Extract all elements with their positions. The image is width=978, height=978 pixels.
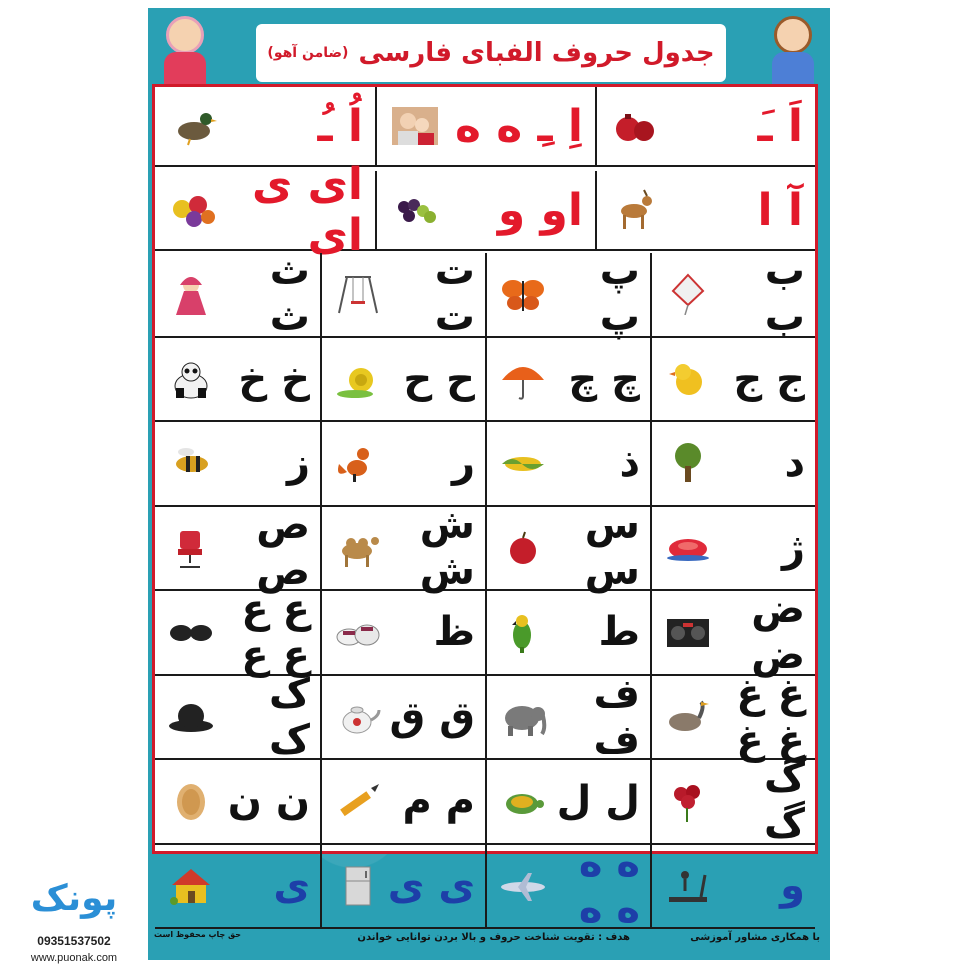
kite-icon: [662, 272, 714, 316]
copyright-text: حق چاپ محفوظ است: [154, 930, 242, 939]
tree-icon: [662, 441, 714, 485]
page-subtitle: (ضامن آهو): [267, 45, 349, 61]
letter-row: [155, 501, 815, 594]
letter-cell: [650, 755, 815, 848]
letter-forms: ض ض: [751, 586, 805, 679]
logo-phone: 09351537502: [37, 934, 111, 948]
teapot-icon: [332, 695, 384, 739]
duck-icon: [167, 104, 219, 148]
butterfly-icon: [497, 272, 549, 316]
letter-cell: [650, 507, 815, 592]
letter-forms: خ خ: [238, 355, 310, 402]
letter-forms: ذ: [619, 440, 640, 487]
hat-icon: [165, 695, 217, 739]
letter-cell: [320, 676, 485, 761]
fruits-icon: [167, 188, 219, 232]
letter-cell: [650, 248, 815, 341]
letter-forms: ه ه ه ه: [578, 839, 640, 932]
letter-cell: [155, 586, 320, 679]
letter-forms: چ چ: [568, 355, 640, 402]
letter-forms: ط: [598, 609, 640, 656]
logo-url: www.puonak.com: [30, 952, 118, 964]
vowel-letters: او و: [497, 184, 583, 236]
panda-icon: [165, 357, 217, 401]
letter-forms: ش ش: [419, 501, 475, 594]
jelly-cake-icon: [662, 526, 714, 570]
letter-cell: [485, 670, 650, 763]
girl-illustration: [156, 10, 214, 92]
chick-icon: [662, 357, 714, 401]
vowel-cell: [595, 87, 815, 167]
umbrella-icon: [497, 357, 549, 401]
letter-row: [155, 586, 815, 679]
vowel-letters: ای ی ای: [251, 159, 363, 261]
letter-forms: ق ق: [389, 693, 475, 740]
letter-cell: [155, 422, 320, 507]
vowel-letters: اُ ـُ: [317, 100, 363, 152]
letter-forms: د: [784, 440, 805, 487]
letter-forms: ف ف: [593, 670, 640, 763]
poster: [148, 8, 830, 960]
logo-mark: پونک: [30, 878, 118, 919]
grapes-icon: [389, 188, 441, 232]
elephant-icon: [497, 695, 549, 739]
letter-forms: ر: [451, 440, 475, 487]
letter-row: [155, 670, 815, 763]
letter-forms: ز: [286, 440, 310, 487]
letter-row: [155, 422, 815, 507]
pomegranate-icon: [609, 104, 661, 148]
vowel-cell: [155, 87, 375, 167]
corn-icon: [497, 441, 549, 485]
grandfather-photo-icon: [389, 104, 441, 148]
vowel-letters: اَ ـَ: [757, 100, 803, 152]
letter-forms: ث ث: [269, 248, 310, 341]
speaker-icon: [662, 610, 714, 654]
snail-icon: [332, 357, 384, 401]
letter-forms: م م: [402, 778, 475, 825]
letter-forms: ج ج: [733, 355, 805, 402]
letter-forms: ب ب: [764, 248, 805, 341]
bee-icon: [165, 441, 217, 485]
bread-icon: [165, 779, 217, 823]
letter-cell: [485, 248, 650, 341]
letter-forms: غ غ غ غ: [736, 670, 805, 763]
letter-cell: [485, 338, 650, 423]
letter-cell: [155, 248, 320, 341]
fox-icon: [332, 441, 384, 485]
poster-header: [148, 8, 830, 88]
letter-grid: [155, 248, 815, 932]
camel-icon: [332, 526, 384, 570]
vowel-cell: [375, 171, 595, 251]
sunglasses-icon: [165, 610, 217, 654]
swing-icon: [332, 272, 384, 316]
letter-forms: ع ع ع ع: [241, 586, 310, 679]
flowers-icon: [662, 779, 714, 823]
letter-forms: گ گ: [764, 755, 805, 848]
letter-forms: ل ل: [556, 778, 640, 825]
letter-cell: [485, 760, 650, 845]
turtle-icon: [497, 779, 549, 823]
letter-forms: ص ص: [256, 501, 310, 594]
letter-forms: ى: [273, 862, 310, 909]
vowel-cell: [155, 159, 375, 261]
brand-logo[interactable]: [4, 874, 144, 970]
letter-cell: [320, 760, 485, 845]
letter-cell: [320, 248, 485, 341]
letter-cell: [320, 501, 485, 594]
page-title: جدول حروف الفبای فارسی: [358, 38, 715, 68]
letter-forms: ک ک: [269, 670, 310, 763]
letter-cell: [320, 422, 485, 507]
letter-cell: [155, 338, 320, 423]
doll-icon: [165, 272, 217, 316]
title-bar: [256, 24, 726, 82]
letter-cell: [155, 760, 320, 845]
pencil-icon: [332, 779, 384, 823]
chair-icon: [165, 526, 217, 570]
letter-row: [155, 248, 815, 341]
goal-text: هدف : تقویت شناخت حروف و بالا بردن توانایی خواندن: [357, 932, 630, 943]
letter-forms: ت ت: [434, 248, 475, 341]
letter-forms: و: [780, 862, 805, 909]
letter-cell: [650, 338, 815, 423]
deer-icon: [609, 188, 661, 232]
vowel-cell: [595, 171, 815, 251]
letter-row: [155, 755, 815, 848]
letter-cell: [155, 670, 320, 763]
vowel-row-1: [155, 87, 815, 167]
vowel-letters: اِ ـِ ه ه: [454, 100, 583, 152]
letter-forms: ژ: [781, 524, 805, 571]
goose-icon: [662, 695, 714, 739]
letter-cell: [485, 422, 650, 507]
parrot-icon: [497, 610, 549, 654]
dishes-icon: [332, 610, 384, 654]
collab-text: با همکاری مشاور آموزشی: [690, 932, 820, 943]
vowel-row-2: [155, 159, 815, 261]
letter-forms: ی ی: [387, 862, 475, 909]
letter-cell: [320, 591, 485, 676]
apple-icon: [497, 526, 549, 570]
letter-cell: [650, 422, 815, 507]
letter-cell: [650, 670, 815, 763]
letter-cell: [650, 586, 815, 679]
boy-illustration: [764, 10, 822, 92]
letter-row: [155, 338, 815, 423]
letter-forms: س س: [584, 501, 640, 594]
letter-forms: ظ: [433, 609, 475, 656]
letter-forms: ن ن: [227, 778, 310, 825]
letter-forms: پ پ: [599, 248, 640, 341]
letter-cell: [155, 501, 320, 594]
poster-footer: [148, 858, 830, 958]
alphabet-board: [152, 84, 818, 932]
letter-forms: ح ح: [403, 355, 475, 402]
vowel-letters: آ ا: [757, 184, 803, 236]
letter-cell: [320, 338, 485, 423]
vowel-cell: [375, 87, 595, 167]
letter-cell: [485, 501, 650, 594]
letter-cell: [485, 591, 650, 676]
